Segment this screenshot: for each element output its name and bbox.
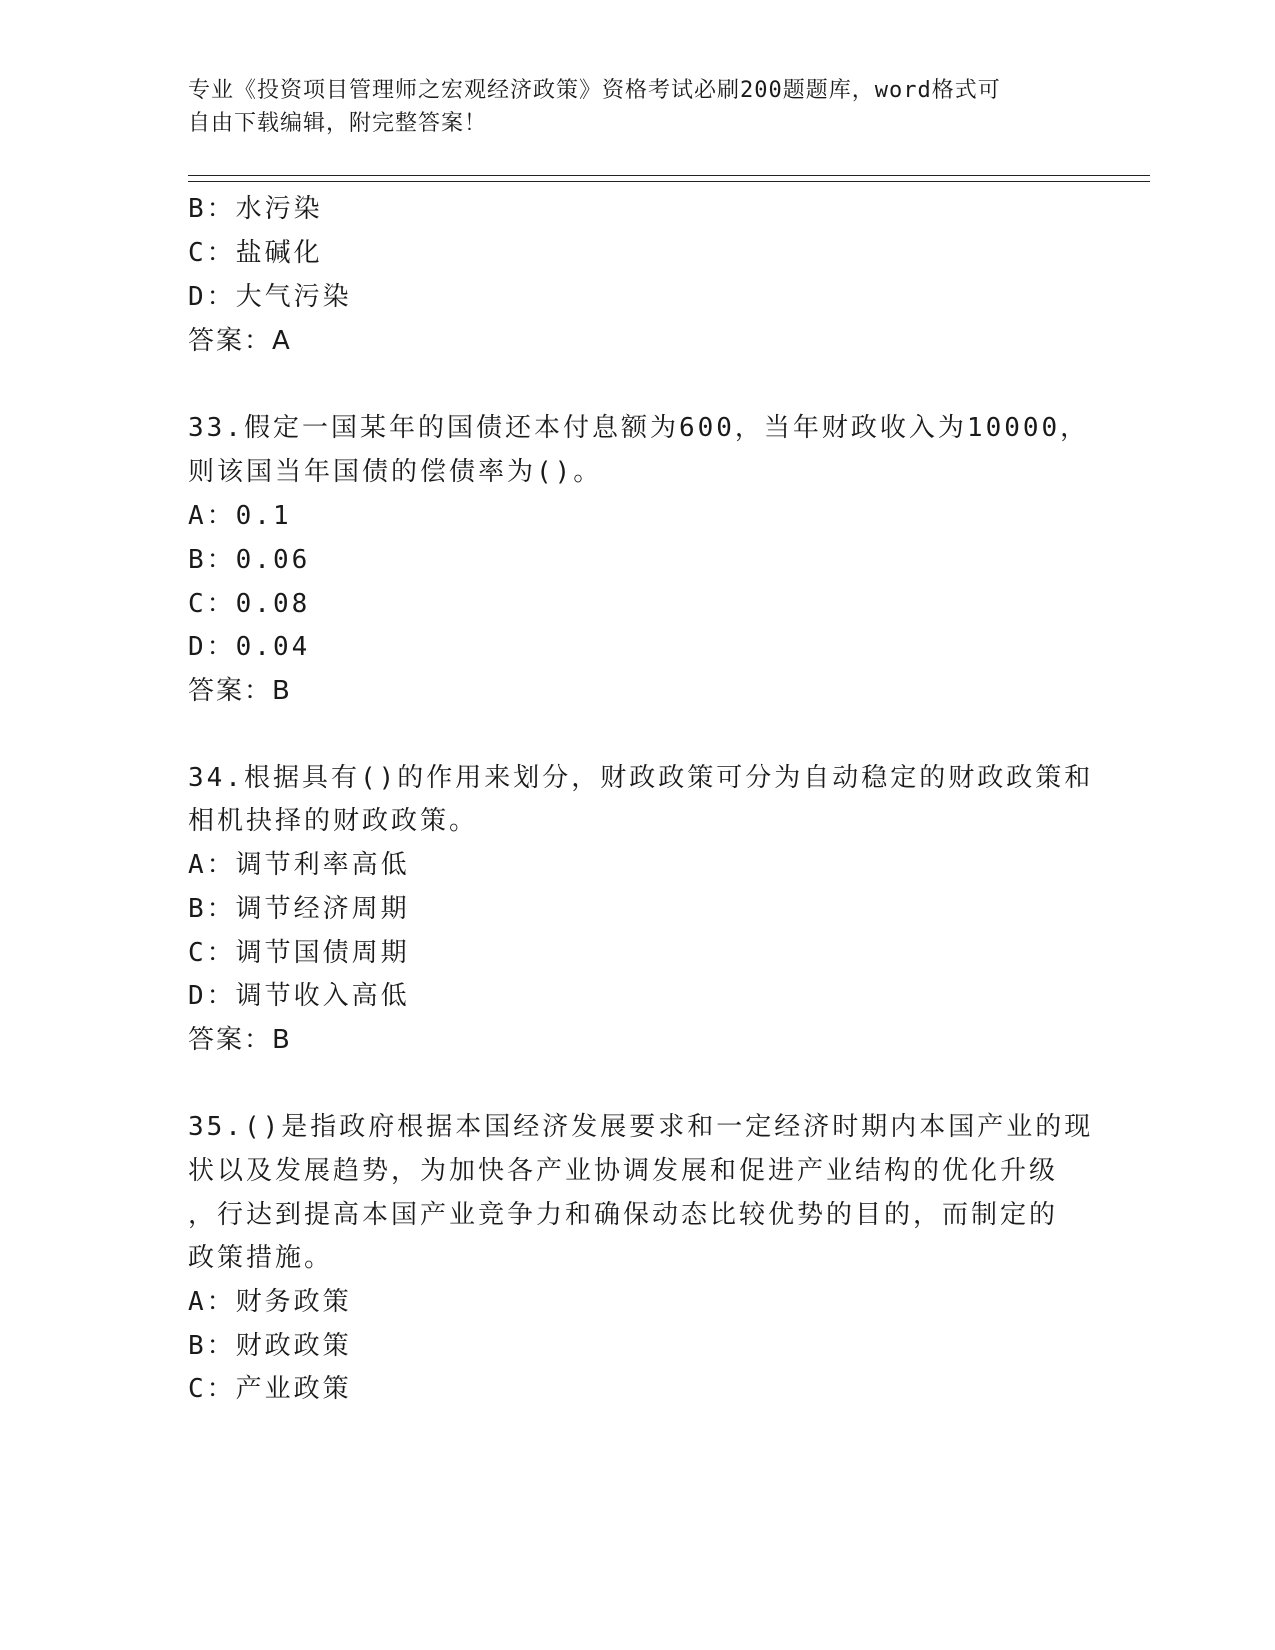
q35-option-b: B：财政政策 — [188, 1331, 352, 1361]
q32-option-d: D：大气污染 — [188, 282, 352, 312]
q35-stem-line-2: 状以及发展趋势，为加快各产业协调发展和促进产业结构的优化升级 — [188, 1156, 1059, 1186]
q35-stem-line-3: ，行达到提高本国产业竞争力和确保动态比较优势的目的，而制定的 — [188, 1200, 1059, 1230]
q32-option-b: B：水污染 — [188, 194, 323, 224]
header-title-line-1: 专业《投资项目管理师之宏观经济政策》资格考试必刷200题题库，word格式可 — [188, 78, 1001, 103]
q34-stem-line-1: 34.根据具有()的作用来划分，财政政策可分为自动稳定的财政政策和 — [188, 763, 1094, 793]
q34-option-a: A：调节利率高低 — [188, 850, 410, 880]
q35-stem-line-4: 政策措施。 — [188, 1243, 334, 1273]
q32-option-c: C：盐碱化 — [188, 238, 323, 268]
q33-option-a: A：0.1 — [188, 501, 292, 531]
q33-option-c: C：0.08 — [188, 589, 311, 619]
q33-option-b: B：0.06 — [188, 545, 311, 575]
q34-answer: 答案：B — [188, 1025, 292, 1055]
q35-stem-line-1: 35.()是指政府根据本国经济发展要求和一定经济时期内本国产业的现 — [188, 1112, 1094, 1142]
q34-option-c: C：调节国债周期 — [188, 938, 410, 968]
q35-option-c: C：产业政策 — [188, 1374, 352, 1404]
q34-option-b: B：调节经济周期 — [188, 894, 410, 924]
header-rule-top — [188, 175, 1150, 176]
q33-stem-line-2: 则该国当年国债的偿债率为()。 — [188, 457, 603, 487]
q33-stem-line-1: 33.假定一国某年的国债还本付息额为600，当年财政收入为10000， — [188, 413, 1090, 443]
q34-stem-line-2: 相机抉择的财政政策。 — [188, 806, 479, 836]
q34-option-d: D：调节收入高低 — [188, 981, 410, 1011]
q32-answer: 答案：A — [188, 326, 292, 356]
q33-answer: 答案：B — [188, 676, 292, 706]
q35-option-a: A：财务政策 — [188, 1287, 352, 1317]
header-rule-bottom — [188, 181, 1150, 182]
document-header — [188, 74, 1088, 140]
header-title-line-2: 自由下载编辑，附完整答案！ — [188, 111, 488, 136]
q33-option-d: D：0.04 — [188, 632, 311, 662]
